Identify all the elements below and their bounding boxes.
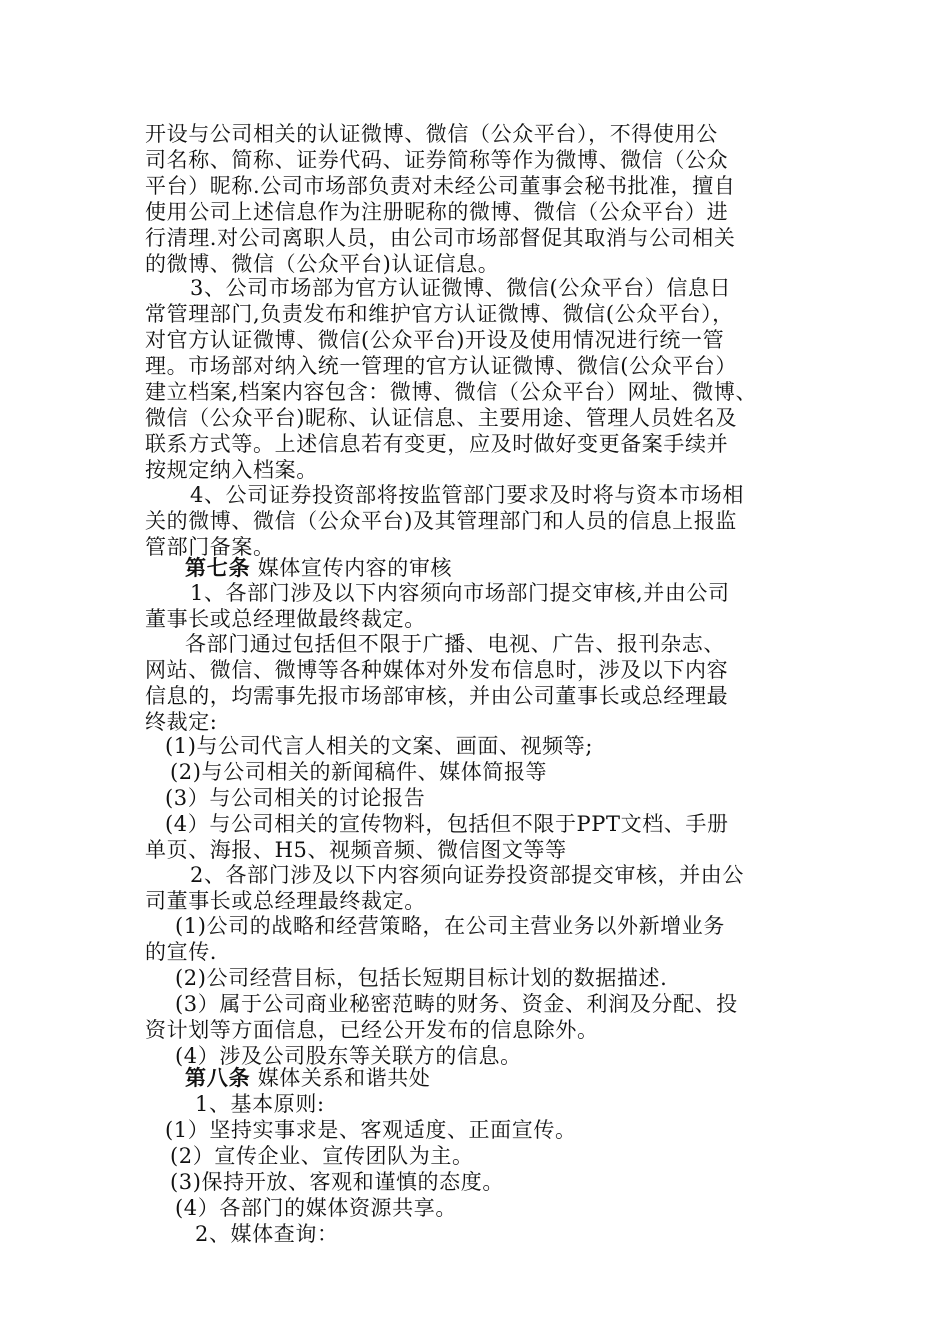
text-line: (1)公司的战略和经营策略，在公司主营业务以外新增业务 xyxy=(175,914,725,938)
text-line: (2)公司经营目标，包括长短期目标计划的数据描述. xyxy=(175,966,668,990)
text-line: (3）与公司相关的讨论报告 xyxy=(165,786,426,810)
text-line: 建立档案,档案内容包含：微博、微信（公众平台）网址、微博、 xyxy=(145,380,758,404)
text-line: 对官方认证微博、微信(公众平台)开设及使用情况进行统一管 xyxy=(145,328,725,352)
article-7-heading xyxy=(185,556,865,581)
article-7-title: 媒体宣传内容的审核 xyxy=(257,556,453,580)
text-line: 管部门备案。 xyxy=(145,535,275,559)
text-line: 1、各部门涉及以下内容须向市场部门提交审核,并由公司 xyxy=(190,581,730,605)
text-line: 终裁定: xyxy=(145,710,218,734)
text-line: 司董事长或总经理最终裁定。 xyxy=(145,889,426,913)
text-line: (3）属于公司商业秘密范畴的财务、资金、利润及分配、投 xyxy=(175,992,738,1016)
text-line: (4）各部门的媒体资源共享。 xyxy=(175,1196,457,1220)
article-8-label: 第八条 xyxy=(185,1066,251,1090)
text-line: 理。市场部对纳入统一管理的官方认证微博、微信(公众平台） xyxy=(145,354,737,378)
text-line: 微信（公众平台)昵称、认证信息、主要用途、管理人员姓名及 xyxy=(145,406,737,430)
text-line: 关的微博、微信（公众平台)及其管理部门和人员的信息上报监 xyxy=(145,509,737,533)
text-line: (4）与公司相关的宣传物料，包括但不限于PPT文档、手册 xyxy=(165,812,729,836)
text-line: 联系方式等。上述信息若有变更，应及时做好变更备案手续并 xyxy=(145,432,729,456)
text-line: (4）涉及公司股东等关联方的信息。 xyxy=(175,1044,522,1068)
text-line: 开设与公司相关的认证微博、微信（公众平台），不得使用公 xyxy=(145,122,718,146)
text-line: 的微博、微信（公众平台)认证信息。 xyxy=(145,252,500,276)
text-line: 资计划等方面信息，已经公开发布的信息除外。 xyxy=(145,1018,599,1042)
text-line: 行清理.对公司离职人员，由公司市场部督促其取消与公司相关 xyxy=(145,226,736,250)
text-line: 司名称、简称、证券代码、证券简称等作为微博、微信（公众 xyxy=(145,148,729,172)
text-line: (2)与公司相关的新闻稿件、媒体简报等 xyxy=(170,760,548,784)
article-8-heading xyxy=(185,1066,865,1091)
text-line: 2、各部门涉及以下内容须向证券投资部提交审核，并由公 xyxy=(190,863,744,887)
text-line: 网站、微信、微博等各种媒体对外发布信息时，涉及以下内容 xyxy=(145,658,729,682)
text-line: (1)与公司代言人相关的文案、画面、视频等; xyxy=(165,734,594,758)
text-line: 各部门通过包括但不限于广播、电视、广告、报刊杂志、 xyxy=(185,632,725,656)
text-line: 2、媒体查询： xyxy=(195,1222,339,1246)
text-line: 的宣传. xyxy=(145,940,218,964)
text-line: 常管理部门,负责发布和维护官方认证微博、微信(公众平台）， xyxy=(145,302,734,326)
article-8-title: 媒体关系和谐共处 xyxy=(257,1066,431,1090)
text-line: (1）坚持实事求是、客观适度、正面宣传。 xyxy=(165,1118,577,1142)
text-line: 平台）昵称.公司市场部负责对未经公司董事会秘书批准，擅自 xyxy=(145,174,736,198)
text-line: (2）宣传企业、宣传团队为主。 xyxy=(170,1144,474,1168)
article-7-label: 第七条 xyxy=(185,556,251,580)
text-line: 3、公司市场部为官方认证微博、微信(公众平台）信息日 xyxy=(190,276,732,300)
text-line: 信息的，均需事先报市场部审核，并由公司董事长或总经理最 xyxy=(145,684,729,708)
text-line: 1、基本原则: xyxy=(195,1092,325,1116)
text-line: (3)保持开放、客观和谨慎的态度。 xyxy=(170,1170,504,1194)
text-line: 4、公司证券投资部将按监管部门要求及时将与资本市场相 xyxy=(190,483,744,507)
text-line: 单页、海报、H5、视频音频、微信图文等等 xyxy=(145,838,567,862)
text-line: 使用公司上述信息作为注册昵称的微博、微信（公众平台）进 xyxy=(145,200,729,224)
text-line: 董事长或总经理做最终裁定。 xyxy=(145,607,426,631)
text-line: 按规定纳入档案。 xyxy=(145,458,318,482)
